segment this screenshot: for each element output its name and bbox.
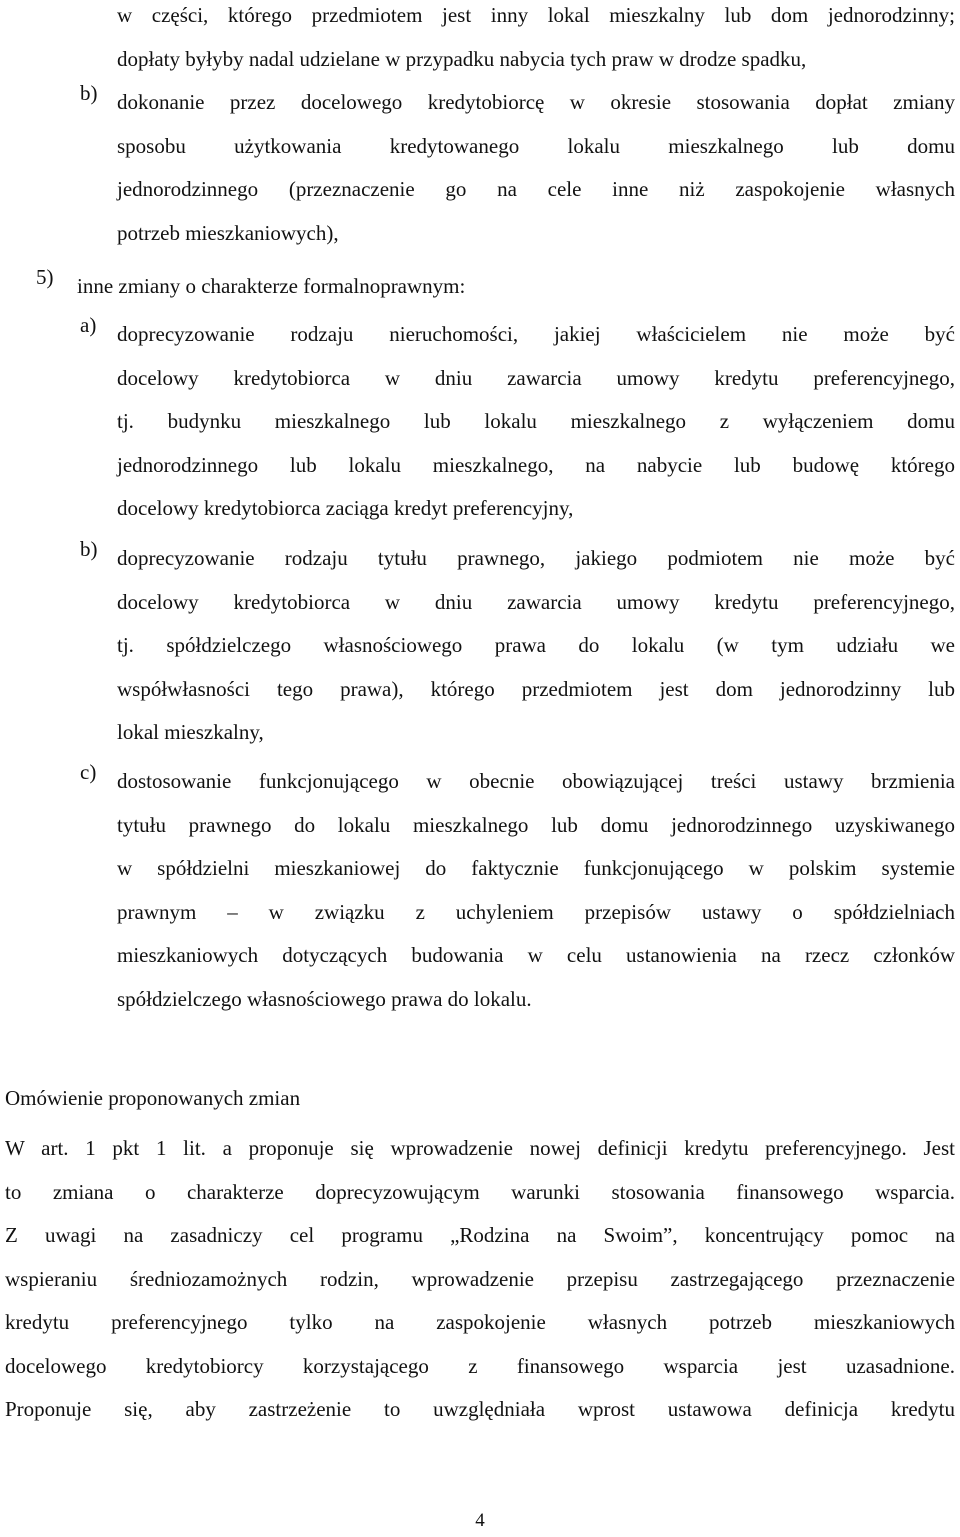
continuation-text <box>117 0 955 81</box>
page-number: 4 <box>475 1510 485 1531</box>
section-paragraph <box>5 1127 955 1432</box>
text-line: doprecyzowanie rodzaju tytułu prawnego, jakiego podmiotem nie może być <box>117 546 955 570</box>
text-line: Proponuje się, aby zastrzeżenie to uwzględniała wprost ustawowa definicja kredytu <box>5 1397 955 1421</box>
text-line: tj. spółdzielczego własnościowego prawa do lokalu (w tym udziału we <box>117 633 955 657</box>
list-marker-a: a) <box>80 313 97 337</box>
list-item-c <box>117 760 955 1021</box>
text-line: dostosowanie funkcjonującego w obecnie obowiązującej treści ustawy brzmienia <box>117 769 955 793</box>
list-item-a <box>117 313 955 531</box>
text-line: lokal mieszkalny, <box>117 720 264 744</box>
list-item-5: inne zmiany o charakterze formalnoprawnym: <box>77 274 466 298</box>
list-marker-c: c) <box>80 760 97 784</box>
text-line: współwłasności tego prawa), którego przedmiotem jest dom jednorodzinny lub <box>117 676 955 701</box>
text-line: docelowy kredytobiorca w dniu zawarcia umowy kredytu preferencyjnego, <box>117 365 955 390</box>
text-line: dopłaty byłyby nadal udzielane w przypadku nabycia tych praw w drodze spadku, <box>117 46 807 71</box>
text-line: jednorodzinnego (przeznaczenie go na cele inne niż zaspokojenie własnych <box>117 177 955 201</box>
list-item-b <box>117 537 955 755</box>
text-line: w spółdzielni mieszkaniowej do faktycznie funkcjonującego w polskim systemie <box>117 856 955 880</box>
text-line: doprecyzowanie rodzaju nieruchomości, jakiej właścicielem nie może być <box>117 322 955 346</box>
text-line: tj. budynku mieszkalnego lub lokalu mieszkalnego z wyłączeniem domu <box>117 409 955 433</box>
section-heading: Omówienie proponowanych zmian <box>5 1086 301 1110</box>
text-line: wspieraniu średniozamożnych rodzin, wprowadzenie przepisu zastrzegającego przeznaczenie <box>5 1266 955 1291</box>
list-marker-b: b) <box>80 537 98 561</box>
text-line: prawnym – w związku z uchyleniem przepisów ustawy o spółdzielniach <box>117 899 955 924</box>
text-line: docelowy kredytobiorca zaciąga kredyt preferencyjny, <box>117 496 574 520</box>
text-line: mieszkaniowych dotyczących budowania w celu ustanowienia na rzecz członków <box>117 943 955 967</box>
text-line: w części, którego przedmiotem jest inny lokal mieszkalny lub dom jednorodzinny; <box>117 3 955 27</box>
text-line: Z uwagi na zasadniczy cel programu „Rodzina na Swoim”, koncentrujący pomoc na <box>5 1223 955 1247</box>
text-line: jednorodzinnego lub lokalu mieszkalnego, na nabycie lub budowę którego <box>117 452 955 477</box>
list-marker-b: b) <box>80 81 98 105</box>
text-line: docelowego kredytobiorcy korzystającego z finansowego wsparcia jest uzasadnione. <box>5 1353 955 1378</box>
text-line: to zmiana o charakterze doprecyzowującym warunki stosowania finansowego wsparcia. <box>5 1179 955 1204</box>
text-line: docelowy kredytobiorca w dniu zawarcia umowy kredytu preferencyjnego, <box>117 589 955 614</box>
text-line: kredytu preferencyjnego tylko na zaspokojenie własnych potrzeb mieszkaniowych <box>5 1310 955 1334</box>
text-line: spółdzielczego własnościowego prawa do lokalu. <box>117 986 532 1011</box>
list-marker-5: 5) <box>36 265 54 289</box>
text-line: dokonanie przez docelowego kredytobiorcę w okresie stosowania dopłat zmiany <box>117 90 955 114</box>
text-line: sposobu użytkowania kredytowanego lokalu mieszkalnego lub domu <box>117 133 955 158</box>
list-item-b <box>117 81 955 255</box>
text-line: W art. 1 pkt 1 lit. a proponuje się wprowadzenie nowej definicji kredytu preferencyjnego. Jest <box>5 1136 955 1160</box>
text-line: potrzeb mieszkaniowych), <box>117 220 339 245</box>
text-line: tytułu prawnego do lokalu mieszkalnego lub domu jednorodzinnego uzyskiwanego <box>117 812 955 837</box>
